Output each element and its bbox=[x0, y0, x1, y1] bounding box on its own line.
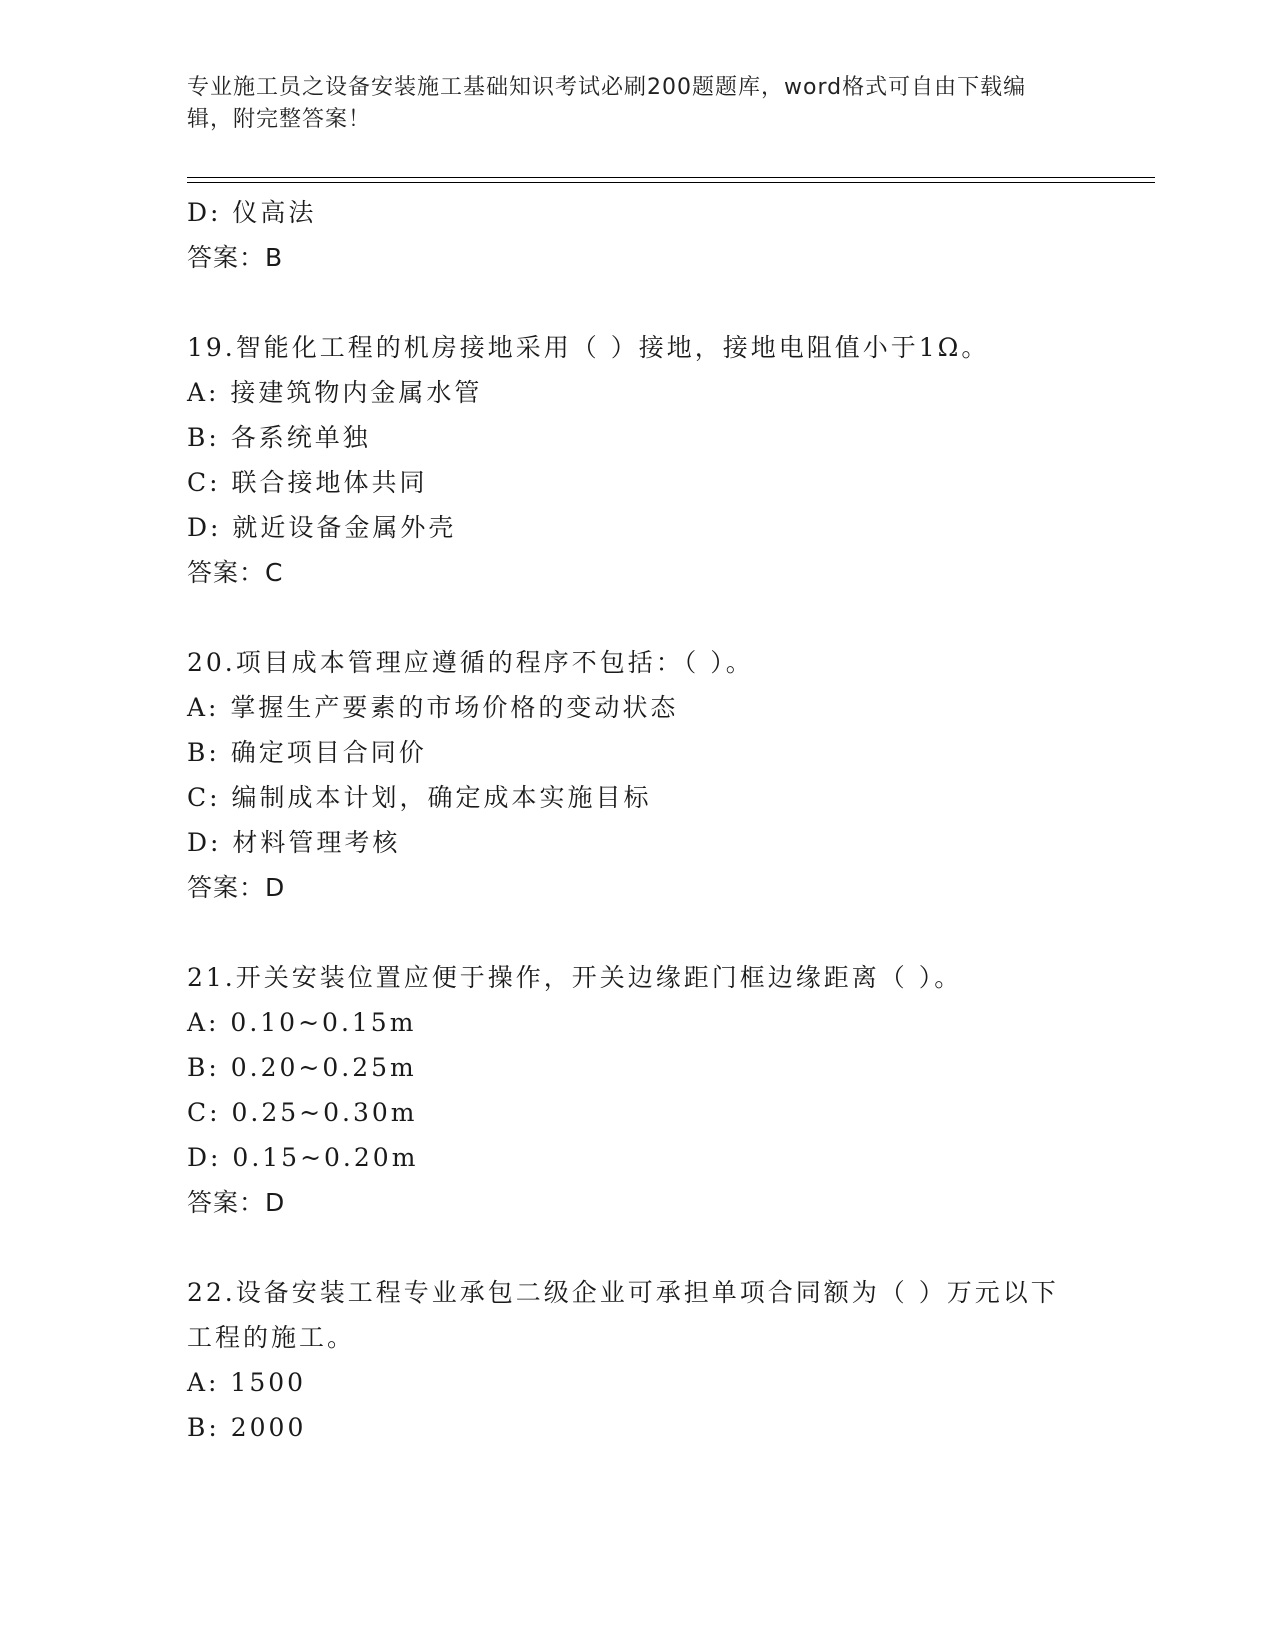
option-b: B: 2000 bbox=[187, 1413, 307, 1442]
option-a: A: 1500 bbox=[187, 1368, 307, 1397]
option-b: B: 确定项目合同价 bbox=[187, 738, 427, 767]
option-d: D: 就近设备金属外壳 bbox=[187, 513, 457, 542]
option-c: C: 联合接地体共同 bbox=[187, 468, 428, 497]
option-b: B: 0.20~0.25m bbox=[187, 1053, 417, 1082]
option-c: C: 0.25~0.30m bbox=[187, 1098, 418, 1127]
header-divider-bottom bbox=[187, 182, 1155, 183]
answer-line: 答案：B bbox=[187, 243, 284, 272]
option-d: D: 材料管理考核 bbox=[187, 828, 401, 857]
option-a: A: 掌握生产要素的市场价格的变动状态 bbox=[187, 693, 679, 722]
option-c: C: 编制成本计划，确定成本实施目标 bbox=[187, 783, 652, 812]
option-a: A: 接建筑物内金属水管 bbox=[187, 378, 483, 407]
option-a: A: 0.10~0.15m bbox=[187, 1008, 417, 1037]
document-header: 专业施工员之设备安装施工基础知识考试必刷200题题库，word格式可自由下载编辑，附完整答案！ bbox=[187, 75, 1027, 132]
header-divider-top bbox=[187, 177, 1155, 178]
option-b: B: 各系统单独 bbox=[187, 423, 371, 452]
question-list bbox=[187, 190, 1087, 1450]
question-stem: 20.项目成本管理应遵循的程序不包括：（ ）。 bbox=[187, 648, 754, 677]
option-d: D: 0.15~0.20m bbox=[187, 1143, 419, 1172]
question-stem: 22.设备安装工程专业承包二级企业可承担单项合同额为（ ）万元以下工程的施工。 bbox=[187, 1278, 1059, 1352]
answer-line: 答案：D bbox=[187, 1188, 286, 1217]
question-stem: 21.开关安装位置应便于操作，开关边缘距门框边缘距离（ ）。 bbox=[187, 963, 963, 992]
answer-line: 答案：D bbox=[187, 873, 286, 902]
option-d: D: 仪高法 bbox=[187, 198, 317, 227]
question-stem: 19.智能化工程的机房接地采用（ ）接地，接地电阻值小于1Ω。 bbox=[187, 333, 990, 362]
answer-line: 答案：C bbox=[187, 558, 284, 587]
